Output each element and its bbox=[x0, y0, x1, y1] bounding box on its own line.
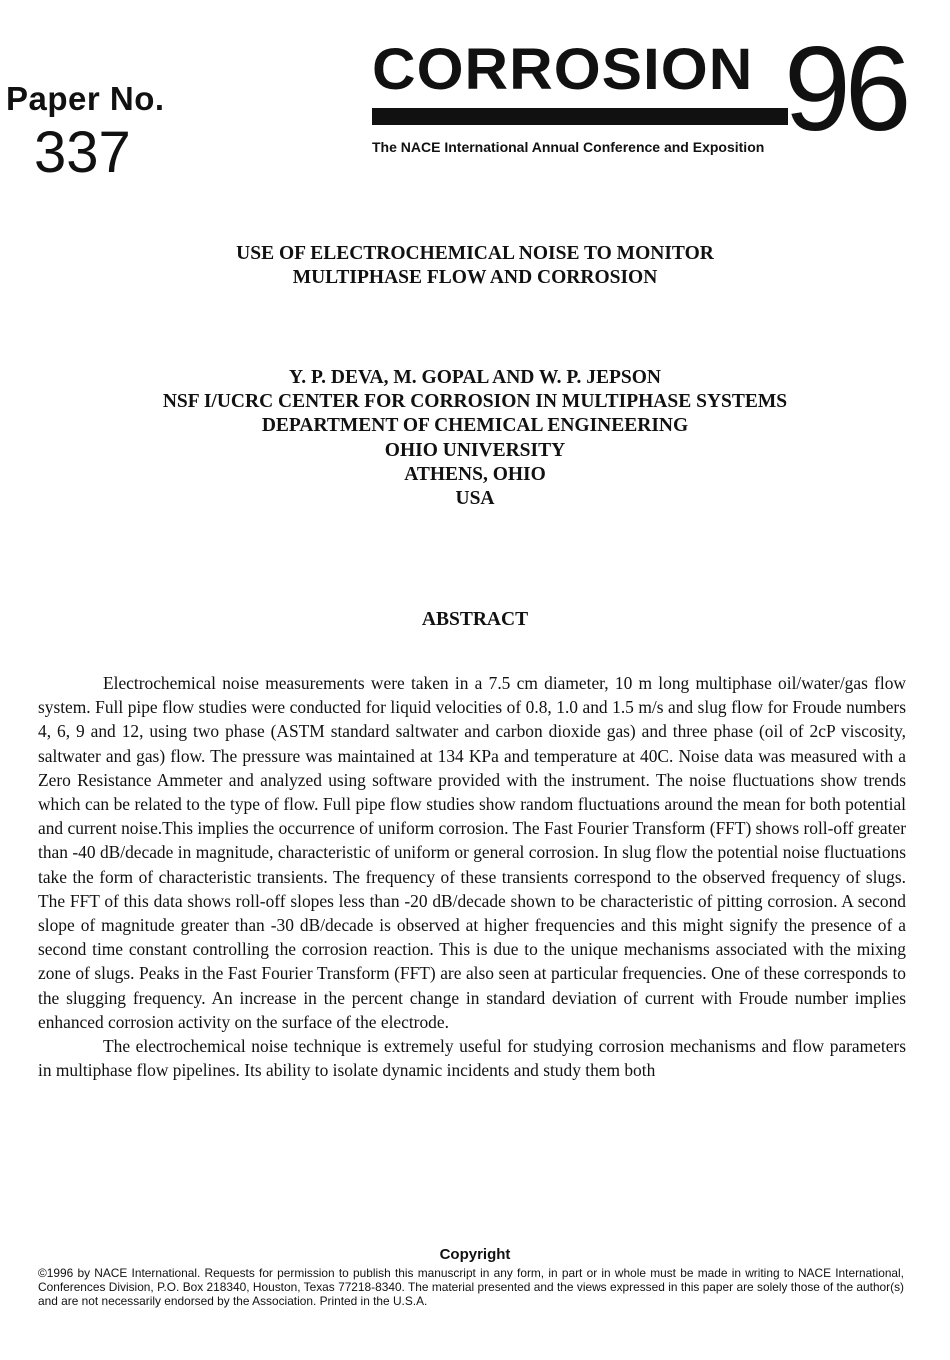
copyright-notice: ©1996 by NACE International. Requests for permission to publish this manuscript in any form, in part or in whole must be made in writing to NACE International, Conferences Division, P.O. Box 218340, Houston, Texas 77218-8340. The material presented and the views expressed in this paper are solely those of the author(s) and are not necessarily endorsed by the Association. Printed in the U.S.A. bbox=[38, 1266, 904, 1308]
abstract-body bbox=[38, 671, 906, 1082]
copyright-heading: Copyright bbox=[439, 1246, 511, 1263]
affiliation-city: ATHENS, OHIO bbox=[404, 463, 546, 485]
paper-title-line-1: USE OF ELECTROCHEMICAL NOISE TO MONITOR bbox=[236, 243, 714, 264]
affiliation-country: USA bbox=[455, 488, 495, 510]
conference-logo-year: 96 bbox=[784, 22, 906, 156]
abstract-paragraph-2: The electrochemical noise technique is extremely useful for studying corrosion mechanisms and flow parameters in multiphase flow pipelines. Its ability to isolate dynamic incidents and study them both bbox=[38, 1036, 906, 1081]
paper-title-line-2: MULTIPHASE FLOW AND CORROSION bbox=[292, 267, 658, 288]
author-names: Y. P. DEVA, M. GOPAL AND W. P. JEPSON bbox=[288, 367, 662, 388]
abstract-heading: ABSTRACT bbox=[421, 609, 529, 630]
affiliation-center: NSF I/UCRC CENTER FOR CORROSION IN MULTIPHASE SYSTEMS bbox=[162, 391, 788, 413]
paper-number-label: Paper No. bbox=[6, 80, 165, 117]
affiliation-university: OHIO UNIVERSITY bbox=[384, 439, 566, 461]
logo-underline-bar bbox=[372, 108, 788, 125]
conference-logo-word: CORROSION bbox=[372, 37, 754, 102]
abstract-paragraph-1: Electrochemical noise measurements were taken in a 7.5 cm diameter, 10 m long multiphase oil/water/gas flow system. Full pipe flow studies were conducted for liquid velocities of 0.8, 1.0 and 1.5 m/s and slug flow for Froude numbers 4, 6, 9 and 12, using two phase (ASTM standard saltwater and carbon dioxide gas) and three phase (oil of 2cP viscosity, saltwater and gas) flow. The pressure was maintained at 134 KPa and temperature at 40C. Noise data was measured with a Zero Resistance Ammeter and analyzed using software provided with the instrument. The noise fluctuations show trends which can be related to the type of flow. Full pipe flow studies show random fluctuations around the mean for both potential and current noise.This implies the occurrence of uniform corrosion. The Fast Fourier Transform (FFT) shows roll-off greater than -40 dB/decade in magnitude, characteristic of uniform or general corrosion. In slug flow the potential noise fluctuations take the form of characteristic transients. The frequency of these transients correspond to the observed frequency of slugs. The FFT of this data shows roll-off slopes less than -20 dB/decade shown to be characteristic of pitting corrosion. A second slope of magnitude greater than -30 dB/decade is observed at higher frequencies and this might signify the presence of a second time constant controlling the corrosion reaction. This is due to the unique mechanisms associated with the mixing zone of slugs. Peaks in the Fast Fourier Transform (FFT) are also seen at particular frequencies. One of these corresponds to the slugging frequency. An increase in the percent change in standard deviation of current with Froude number implies enhanced corrosion activity on the surface of the electrode. bbox=[38, 673, 906, 1032]
conference-subtitle: The NACE International Annual Conference and Exposition bbox=[372, 139, 765, 155]
author-block bbox=[0, 366, 950, 511]
paper-number: 337 bbox=[34, 120, 131, 185]
affiliation-department: DEPARTMENT OF CHEMICAL ENGINEERING bbox=[261, 415, 689, 437]
